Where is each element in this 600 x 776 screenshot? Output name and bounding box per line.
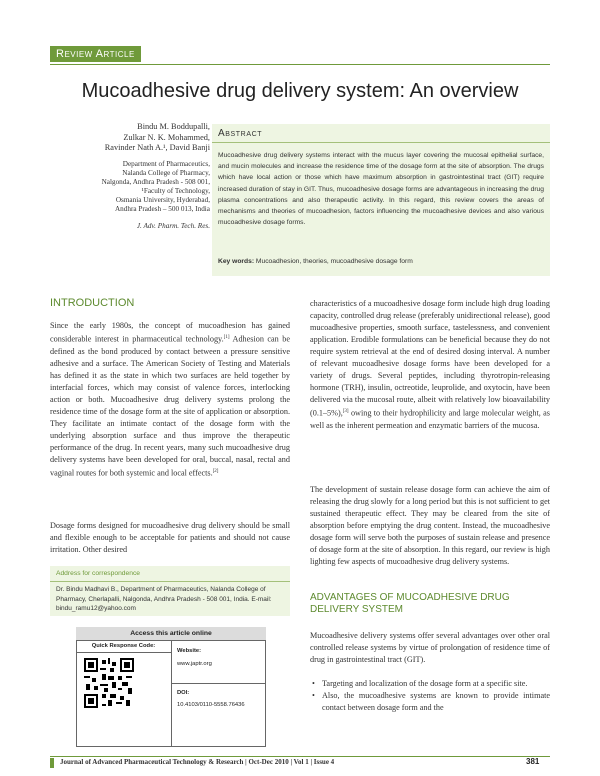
right-paragraph-2: The development of sustain release dosage form can achieve the aim of releasing the drug slowly for a long period but this is not sufficient to get sustained therapeutic effect. They may be cleared from the site of absorption before emptying the drug content. Instead, the mucoadhesive dosage form will serve both the purposes of sustain release and presence of dosage form at the site of absorption. In this regard, our review is high lighting few aspects of mucoadhesive drug delivery systems. [310, 485, 550, 566]
citation-ref[interactable]: [2] [212, 468, 219, 474]
section-divider [50, 64, 550, 65]
doi-link[interactable]: 10.4103/0110-5558.76436 [177, 702, 245, 708]
intro-text: Since the early 1980s, the concept of mucoadhesion has gained considerable interest in pharmaceutical technology. [50, 321, 290, 344]
keywords [218, 258, 544, 265]
article-title: Mucoadhesive drug delivery system: An overview [81, 80, 519, 102]
correspondence-text: Dr. Bindu Madhavi B., Department of Pharmaceutics, Nalanda College of Pharmacy, Cherlapalli, Nalgonda, Andhra Pradesh - 508 001, India. E-mail: bindu_ramu12@yahoo.com [56, 586, 272, 612]
qr-code-icon[interactable] [84, 658, 134, 708]
section-tag: Review Article [50, 46, 141, 62]
qr-label: Quick Response Code: [76, 641, 172, 653]
body-text: owing to their hydrophilicity and large molecular weight, as well as the inherent permeation and enzymatic barriers of the mucosa. [310, 408, 550, 430]
affiliation-line: Andhra Pradesh – 500 013, India [114, 205, 210, 213]
intro-paragraph-1 [50, 320, 290, 479]
doi-label: DOI: [177, 690, 190, 696]
access-divider [172, 683, 266, 684]
abstract-heading: Abstract [218, 128, 263, 139]
correspondence-divider [50, 581, 290, 582]
affiliation-line: Nalgonda, Andhra Pradesh - 508 001, [101, 178, 210, 186]
advantages-paragraph: Mucoadhesive delivery systems offer several advantages over other oral controlled release systems by virtue of prolongation of residence time of drug in gastrointestinal tract (GIT). [310, 631, 550, 664]
page-number: 381 [526, 757, 540, 766]
abstract-text: Mucoadhesive drug delivery systems interact with the mucus layer covering the mucosal epithelial surface, and mucin molecules and increase the residence time of the dosage form at the site of absorption. The drugs which have local action or those which have maximum absorption in gastrointestinal tract (GIT) require increased duration of stay in GIT. Thus, mucoadhesive dosage forms are advantageous in increasing the drug plasma concentrations and also therapeutic activity. In this regard, this review covers the areas of mechanisms and theories of mucoadhesion, factors influencing the mucoadhesive devices and also various mucoadhesive dosage forms. [218, 152, 544, 227]
keywords-label: Key words: [218, 258, 255, 265]
right-paragraph-1 [310, 298, 550, 432]
list-item: • Also, the mucoadhesive systems are known to provide intimate contact between dosage form and the [310, 690, 550, 714]
author-list [50, 122, 210, 154]
citation-ref[interactable]: [3] [342, 409, 349, 414]
footer-journal-info: Journal of Advanced Pharmaceutical Technology & Research | Oct-Dec 2010 | Vol 1 | Issue 4 [60, 758, 335, 766]
citation-ref[interactable]: [1] [223, 335, 230, 340]
footer-divider [50, 756, 550, 757]
affiliation-line: ¹Faculty of Technology, [141, 187, 210, 195]
access-heading: Access this article online [76, 627, 266, 641]
advantages-list [310, 678, 550, 714]
journal-reference: J. Adv. Pharm. Tech. Res. [136, 222, 210, 230]
affiliation-line: Nalanda College of Pharmacy, [122, 169, 210, 177]
author-line: Ravinder Nath A.¹, David Banji [104, 143, 210, 152]
access-divider [171, 653, 172, 747]
keywords-value: Mucoadhesion, theories, mucoadhesive dosage form [255, 258, 413, 265]
author-line: Bindu M. Boddupalli, [137, 122, 210, 131]
website-link[interactable]: www.japtr.org [177, 661, 212, 667]
intro-heading: INTRODUCTION [50, 297, 135, 309]
affiliations [50, 160, 210, 214]
website-label: Website: [177, 648, 202, 654]
affiliation-line: Department of Pharmaceutics, [122, 160, 210, 168]
list-item: • Targeting and localization of the dosage form at a specific site. [310, 678, 550, 690]
footer-accent-bar [50, 758, 54, 768]
body-text: characteristics of a mucoadhesive dosage form include high drug loading capacity, controlled drug release (preferably unidirectional release), good mucoadhesive properties, smooth surface, tastelessness, and convenient application. Erodible formulations can be beneficial because they do not require system retrieval at the end of desired dosing interval. A number of relevant mucoadhesive dosage forms have been developed for a variety of drugs. Several peptides, including thyrotropin-releasing hormone (TRH), insulin, octreotide, leuprolide, and oxytocin, have been delivered via the mucosal route, albeit with relatively low bioavailability (0.1–5%), [310, 299, 550, 418]
intro-paragraph-2: Dosage forms designed for mucoadhesive drug delivery should be small and flexible enough to be acceptable for patients and should not cause irritation. Other desired [50, 521, 290, 554]
correspondence-heading: Address for correspondence [56, 570, 141, 577]
abstract-divider [212, 142, 550, 143]
advantages-heading: ADVANTAGES OF MUCOADHESIVE DRUG DELIVERY SYSTEM [310, 592, 510, 615]
affiliation-line: Osmania University, Hyderabad, [115, 196, 210, 204]
author-line: Zulkar N. K. Mohammed, [123, 132, 210, 142]
intro-text: Adhesion can be defined as the bond produced by contact between a pressure sensitive adhesive and a surface. The American Society of Testing and Materials has defined it as the state in which two surfaces are held together by interfacial forces, which may consist of valence forces, interlocking action or both. Mucoadhesive drug delivery systems prolong the residence time of the dosage form at the site of application or absorption. They facilitate an intimate contact of the dosage form with the underlying absorption surface and thus improve the therapeutic performance of the drug. In recent years, many such mucoadhesive drug delivery systems have been developed for oral, buccal, nasal, rectal and vaginal routes for both systemic and local effects. [50, 334, 290, 478]
